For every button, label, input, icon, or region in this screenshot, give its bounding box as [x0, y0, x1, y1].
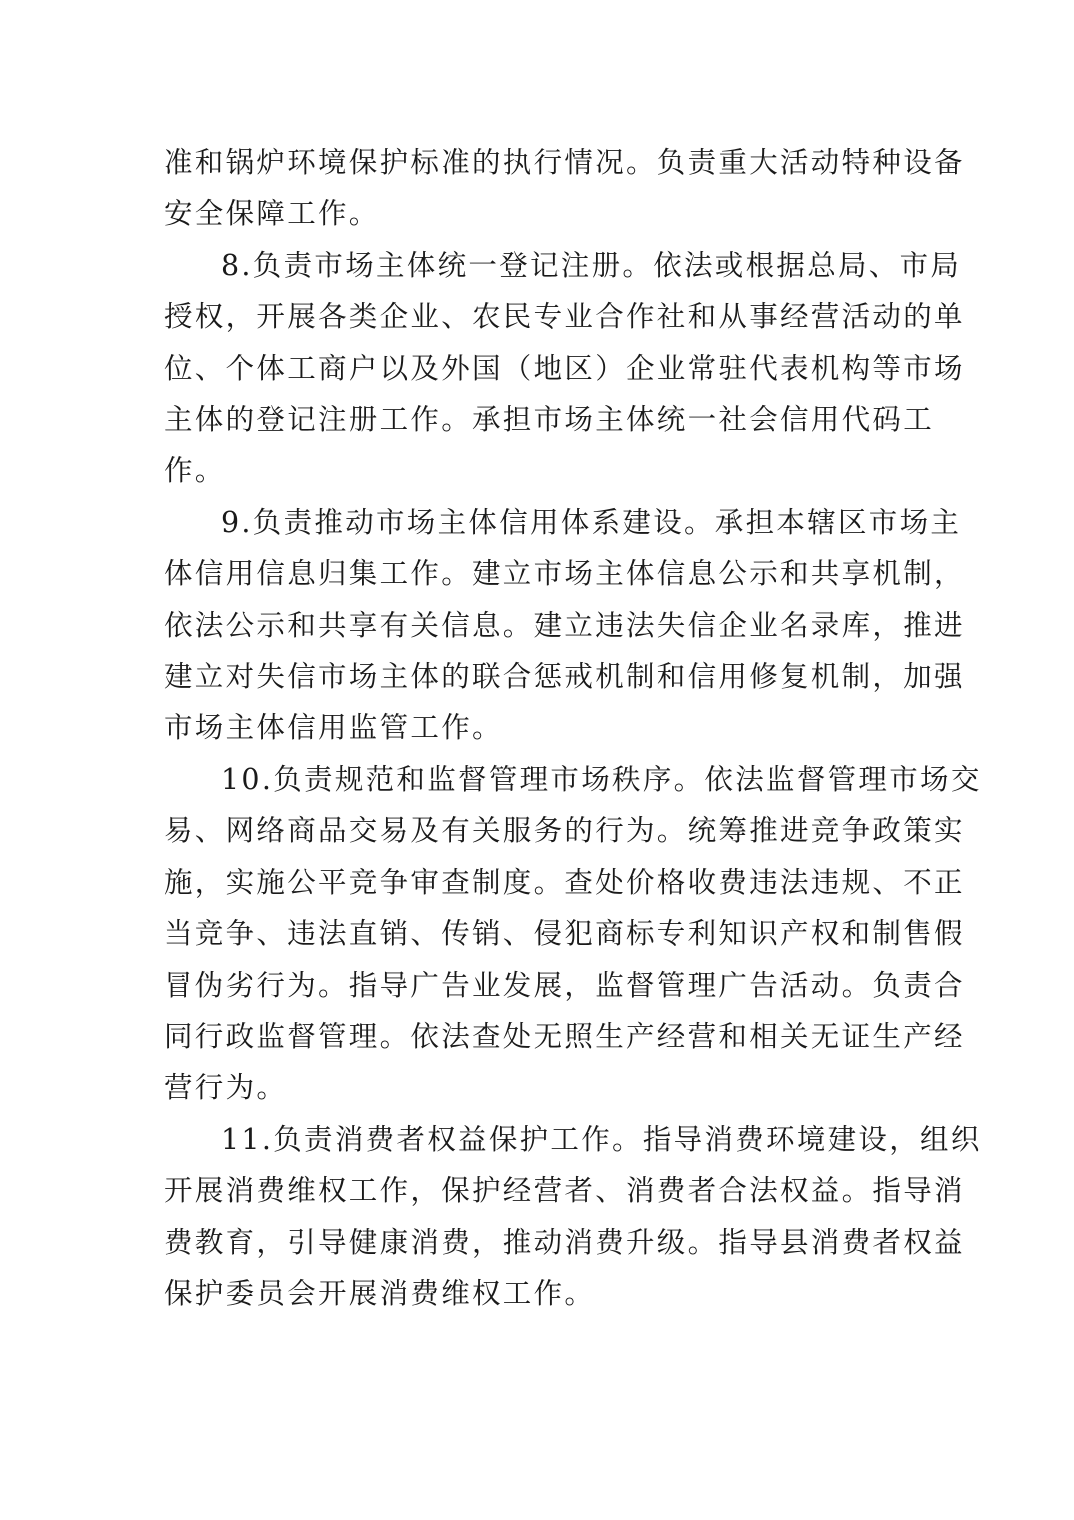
paragraph — [164, 137, 965, 240]
text-line: 保护委员会开展消费维权工作。 — [164, 1276, 596, 1310]
text-line: 主体的登记注册工作。承担市场主体统一社会信用代码工 — [164, 403, 935, 437]
paragraph — [164, 497, 965, 754]
document-body — [164, 137, 982, 1319]
text-line: 10.负责规范和监督管理市场秩序。依法监督管理市场交 — [221, 762, 982, 796]
text-line: 准和锅炉环境保护标准的执行情况。负责重大活动特种设备 — [164, 146, 965, 179]
text-line: 易、网络商品交易及有关服务的行为。统筹推进竞争政策实 — [164, 814, 965, 848]
paragraph — [164, 240, 965, 497]
text-line: 依法公示和共享有关信息。建立违法失信企业名录库，推进 — [164, 608, 965, 642]
text-line: 市场主体信用监管工作。 — [164, 711, 503, 745]
paragraph — [164, 1114, 982, 1320]
text-line: 营行为。 — [164, 1071, 288, 1105]
text-line: 位、个体工商户以及外国（地区）企业常驻代表机构等市场 — [164, 351, 965, 385]
paragraph — [164, 754, 982, 1114]
text-line: 安全保障工作。 — [164, 197, 380, 231]
text-line: 费教育，引导健康消费，推动消费升级。指导县消费者权益 — [164, 1225, 965, 1259]
text-line: 8.负责市场主体统一登记注册。依法或根据总局、市局 — [221, 248, 962, 282]
text-line: 11.负责消费者权益保护工作。指导消费环境建设，组织 — [221, 1122, 982, 1156]
text-line: 开展消费维权工作，保护经营者、消费者合法权益。指导消 — [164, 1174, 965, 1208]
text-line: 施，实施公平竞争审查制度。查处价格收费违法违规、不正 — [164, 865, 965, 899]
text-line: 作。 — [164, 454, 226, 488]
text-line: 同行政监督管理。依法查处无照生产经营和相关无证生产经 — [164, 1019, 965, 1053]
text-line: 建立对失信市场主体的联合惩戒机制和信用修复机制，加强 — [164, 660, 965, 694]
text-line: 体信用信息归集工作。建立市场主体信息公示和共享机制， — [164, 557, 965, 591]
text-line: 当竞争、违法直销、传销、侵犯商标专利知识产权和制售假 — [164, 917, 965, 951]
text-line: 9.负责推动市场主体信用体系建设。承担本辖区市场主 — [221, 505, 962, 539]
text-line: 冒伪劣行为。指导广告业发展，监督管理广告活动。负责合 — [164, 968, 965, 1002]
text-line: 授权，开展各类企业、农民专业合作社和从事经营活动的单 — [164, 300, 965, 334]
